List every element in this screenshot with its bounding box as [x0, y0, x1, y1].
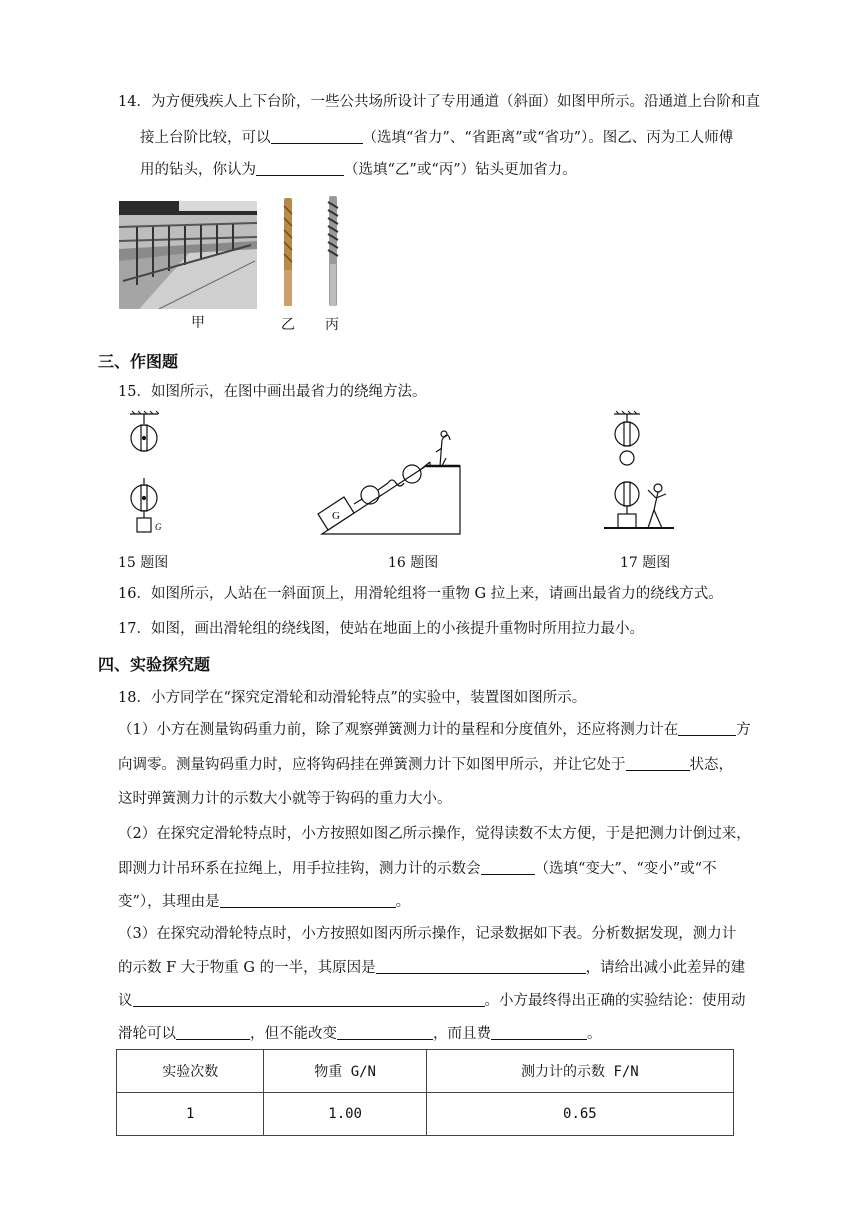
q18-intro: 18．小方同学在“探究定滑轮和动滑轮特点”的实验中，装置图如图所示。 [118, 690, 587, 706]
table-cell: 0.65 [426, 1093, 733, 1136]
q18-p2-line1: （2）在探究定滑轮特点时，小方按照如图乙所示操作，觉得读数不太方便，于是把测力计倒过来， [118, 826, 751, 842]
ramp-photo [119, 201, 257, 309]
q14-blank-2[interactable] [256, 161, 344, 176]
q18-p3-line3: 议 。小方最终得出正确的实验结论：使用动 [118, 993, 746, 1009]
q18-p3-line2: 的示数 F 大于物重 G 的一半，其原因是 ，请给出减小此差异的建 [118, 960, 746, 976]
q18-blank-reason[interactable] [220, 893, 396, 908]
figure-15-pulleys [118, 410, 178, 540]
q18-p1-line2: 向调零。测量钩码重力时，应将钩码挂在弹簧测力计下如图甲所示，并让它处于 状态， [118, 757, 733, 773]
section-4-title: 四、实验探究题 [98, 655, 211, 674]
q18-blank-costs[interactable] [491, 1025, 587, 1040]
q18-p2-line3: 变”），其理由是 。 [118, 894, 411, 910]
q15-text: 15．如图所示，在图中画出最省力的绕绳方法。 [118, 384, 427, 400]
caption-yi: 乙 [281, 317, 295, 333]
q18-p1-line3: 这时弹簧测力计的示数大小就等于钩码的重力大小。 [118, 791, 452, 807]
section-3-title: 三、作图题 [98, 352, 179, 371]
figure-15-g-label: G [155, 522, 162, 532]
table-header-row [117, 1050, 734, 1093]
drill-bit-bing-photo [325, 194, 341, 308]
q18-p3-line1: （3）在探究动滑轮特点时，小方按照如图丙所示操作，记录数据如下表。分析数据发现，测力计 [118, 926, 737, 942]
table-header-cell: 实验次数 [117, 1050, 264, 1093]
q18-blank-cause[interactable] [376, 959, 586, 974]
q18-p3-line4: 滑轮可以 ，但不能改变 ，而且费 。 [118, 1026, 602, 1042]
q14-line-3: 用的钻头，你认为 （选填“乙”或“丙”）钻头更加省力。 [140, 162, 577, 178]
q14-blank-1[interactable] [271, 129, 363, 144]
caption-fig16: 16 题图 [388, 555, 439, 571]
q18-blank-advantage[interactable] [176, 1025, 250, 1040]
q18-blank-suggestion[interactable] [133, 992, 485, 1007]
figure-16-incline-pulley [314, 422, 464, 540]
q14-line-2: 接上台阶比较，可以 （选填“省力”、“省距离”或“省功”）。图乙、丙为工人师傅 [140, 130, 734, 146]
table-header-cell: 测力计的示数 F/N [426, 1050, 733, 1093]
q18-blank-direction[interactable] [678, 721, 736, 736]
q18-p1-line1: （1）小方在测量钩码重力前，除了观察弹簧测力计的量程和分度值外，还应将测力计在 方 [118, 722, 751, 738]
caption-fig17: 17 题图 [620, 555, 671, 571]
table-cell: 1 [117, 1093, 264, 1136]
caption-fig15: 15 题图 [118, 555, 169, 571]
q16-text: 16．如图所示，人站在一斜面顶上，用滑轮组将一重物 G 拉上来，请画出最省力的绕线方式。 [118, 586, 723, 602]
q18-blank-reading[interactable] [481, 860, 535, 875]
table-cell: 1.00 [264, 1093, 426, 1136]
q14-line-1: 14．为方便残疾人上下台阶，一些公共场所设计了专用通道（斜面）如图甲所示。沿通道上台阶和直 [118, 94, 760, 110]
experiment-table [116, 1049, 734, 1136]
caption-bing: 丙 [325, 317, 339, 333]
figure-17-pulley-child [604, 410, 676, 538]
table-row [117, 1093, 734, 1136]
q18-blank-state[interactable] [626, 756, 690, 771]
q17-text: 17．如图，画出滑轮组的绕线图，使站在地面上的小孩提升重物时所用拉力最小。 [118, 621, 644, 637]
table-header-cell: 物重 G/N [264, 1050, 426, 1093]
q18-p2-line2: 即测力计吊环系在拉绳上，用手拉挂钩，测力计的示数会 （选填“变大”、“变小”或“不 [118, 861, 717, 877]
q18-blank-cannot-change[interactable] [337, 1025, 433, 1040]
drill-bit-yi-photo [281, 196, 295, 308]
figure-16-g-label: G [332, 510, 340, 522]
caption-jia: 甲 [191, 315, 205, 331]
